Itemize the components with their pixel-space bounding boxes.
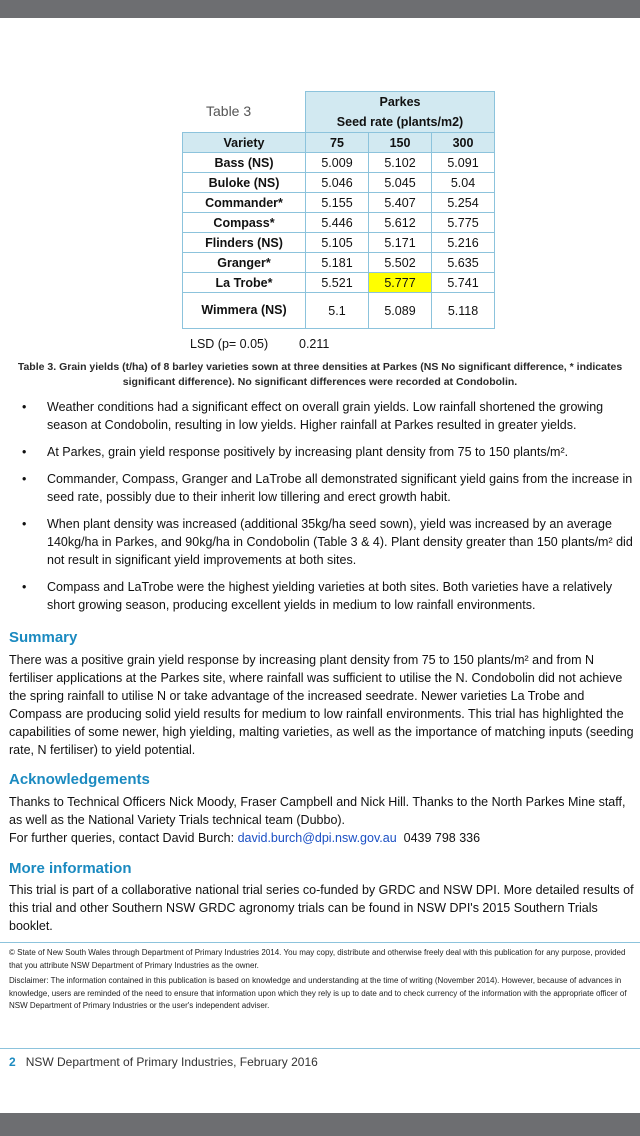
yield-cell: 5.612 xyxy=(369,213,432,233)
yield-cell: 5.009 xyxy=(306,153,369,173)
bullet-icon: • xyxy=(22,472,27,486)
table-row xyxy=(183,173,495,193)
bullet-text: Compass and LaTrobe were the highest yielding varieties at both sites. Both varieties have a relatively short growing season, producing excellent yields in medium to low rainfall environments. xyxy=(47,580,613,612)
variety-cell: Buloke (NS) xyxy=(183,173,306,193)
table-row xyxy=(183,233,495,253)
variety-cell: Commander* xyxy=(183,193,306,213)
bullet-item xyxy=(0,470,640,506)
yield-cell: 5.216 xyxy=(432,233,495,253)
variety-cell: La Trobe* xyxy=(183,273,306,293)
yield-cell: 5.105 xyxy=(306,233,369,253)
ack-body: Thanks to Technical Officers Nick Moody, Fraser Campbell and Nick Hill. Thanks to the North Parkes Mine staff, as well as the National Variety Trials technical team (Dubbo). xyxy=(9,795,626,827)
column-header: 150 xyxy=(369,133,432,153)
yield-cell: 5.1 xyxy=(306,293,369,329)
column-header: 300 xyxy=(432,133,495,153)
footer-text: NSW Department of Primary Industries, February 2016 xyxy=(25,1055,318,1069)
top-bar xyxy=(0,0,640,18)
email-link[interactable]: david.burch@dpi.nsw.gov.au xyxy=(237,831,397,845)
blank-cell xyxy=(183,92,306,133)
yield-cell: 5.102 xyxy=(369,153,432,173)
site-header: Parkes xyxy=(306,92,495,113)
ack-text xyxy=(9,793,635,847)
lsd-label: LSD (p= 0.05) xyxy=(190,337,269,351)
yield-cell: 5.045 xyxy=(369,173,432,193)
bottom-bar xyxy=(0,1113,640,1136)
copyright: © State of New South Wales through Department of Primary Industries 2014. You may copy, distribute and otherwise freely deal with this publication for any purpose, provided that you attribute NSW Department of Primary Industries as the owner. xyxy=(9,948,626,970)
bullet-text: Weather conditions had a significant effect on overall grain yields. Low rainfall shortened the growing season at Condobolin, resulting in low yields. Higher rainfall at Parkes resulted in greater yields. xyxy=(47,400,604,432)
summary-heading: Summary xyxy=(9,629,78,646)
yield-cell: 5.089 xyxy=(369,293,432,329)
table-caption: Table 3. Grain yields (t/ha) of 8 barley varieties sown at three densities at Parkes (NS No significant difference, * indicates significant difference). No significant differences were recorded at Condobolin. xyxy=(17,361,623,388)
bullet-item xyxy=(0,578,640,614)
disclaimer: Disclaimer: The information contained in this publication is based on knowledge and understanding at the time of writing (November 2014). However, because of advances in knowledge, users are reminded of the need to ensure that information upon which they rely is up to date and to check currency of the information with the appropriate officer of NSW Department of Primary Industries or the user's independent adviser. xyxy=(9,976,627,1010)
yield-cell: 5.775 xyxy=(432,213,495,233)
yield-cell: 5.091 xyxy=(432,153,495,173)
lsd-value: 0.211 xyxy=(299,337,330,351)
bullet-text: When plant density was increased (additional 35kg/ha seed sown), yield was increased by an average 140kg/ha in Parkes, and 90kg/ha in Condobolin (Table 3 & 4). Plant density greater than 150 plants/m² did not result in significant yield improvements at both sites. xyxy=(47,517,633,567)
yield-cell: 5.502 xyxy=(369,253,432,273)
yield-cell: 5.118 xyxy=(432,293,495,329)
yield-cell: 5.046 xyxy=(306,173,369,193)
divider xyxy=(0,942,640,943)
table-row xyxy=(183,293,495,329)
variety-cell: Flinders (NS) xyxy=(183,233,306,253)
table-row xyxy=(183,273,495,293)
yield-cell: 5.155 xyxy=(306,193,369,213)
yield-cell: 5.254 xyxy=(432,193,495,213)
column-header: Variety xyxy=(183,133,306,153)
more-heading: More information xyxy=(9,860,132,877)
ack-heading: Acknowledgements xyxy=(9,771,150,788)
bullet-item xyxy=(0,515,640,569)
variety-cell: Wimmera (NS) xyxy=(183,293,306,329)
footer xyxy=(9,1055,318,1069)
bullet-item xyxy=(0,398,640,434)
footer-divider xyxy=(0,1048,640,1049)
table-row xyxy=(183,193,495,213)
page-number: 2 xyxy=(9,1055,16,1069)
variety-cell: Bass (NS) xyxy=(183,153,306,173)
bullet-icon: • xyxy=(22,445,27,459)
yield-table xyxy=(182,91,495,329)
findings-list xyxy=(0,398,640,623)
phone: 0439 798 336 xyxy=(396,831,481,845)
contact-prefix: For further queries, contact David Burch: xyxy=(9,831,238,845)
yield-cell: 5.181 xyxy=(306,253,369,273)
column-header: 75 xyxy=(306,133,369,153)
yield-cell: 5.407 xyxy=(369,193,432,213)
table-row xyxy=(183,153,495,173)
bullet-item xyxy=(0,443,640,461)
bullet-icon: • xyxy=(22,580,27,594)
bullet-text: At Parkes, grain yield response positively by increasing plant density from 75 to 150 plants/m². xyxy=(47,445,569,459)
variety-cell: Compass* xyxy=(183,213,306,233)
yield-cell: 5.521 xyxy=(306,273,369,293)
table-row xyxy=(183,253,495,273)
seed-rate-header: Seed rate (plants/m2) xyxy=(306,112,495,133)
yield-cell: 5.446 xyxy=(306,213,369,233)
yield-cell: 5.171 xyxy=(369,233,432,253)
yield-cell: 5.777 xyxy=(369,273,432,293)
bullet-icon: • xyxy=(22,400,27,414)
summary-text: There was a positive grain yield response by increasing plant density from 75 to 150 plants/m² and from N fertiliser applications at the Parkes site, where rainfall was sufficient to utilise the N. Condobolin did not achieve the spring rainfall to utilise N or take advantage of the increased seedrate. Newer varieties La Trobe and Compass are producing solid yield results for medium to low rainfall environments. This trial has highlighted the capabilities of some newer, high yielding, malting varieties, as well as the importance of matching inputs (seeding rate, N fertiliser) to yield potential. xyxy=(9,653,634,757)
more-text: This trial is part of a collaborative national trial series co-funded by GRDC and NSW DPI. More detailed results of this trial and other Southern NSW GRDC agronomy trials can be found in NSW DPI's 2015 Southern Trials booklet. xyxy=(9,883,634,933)
yield-cell: 5.04 xyxy=(432,173,495,193)
variety-cell: Granger* xyxy=(183,253,306,273)
bullet-text: Commander, Compass, Granger and LaTrobe all demonstrated significant yield gains from the increase in seed rate, possibly due to their inherit low tillering and erect growth habit. xyxy=(47,472,633,504)
table-row xyxy=(183,213,495,233)
table-label: Table 3 xyxy=(206,103,252,119)
yield-cell: 5.635 xyxy=(432,253,495,273)
yield-cell: 5.741 xyxy=(432,273,495,293)
bullet-icon: • xyxy=(22,517,27,531)
